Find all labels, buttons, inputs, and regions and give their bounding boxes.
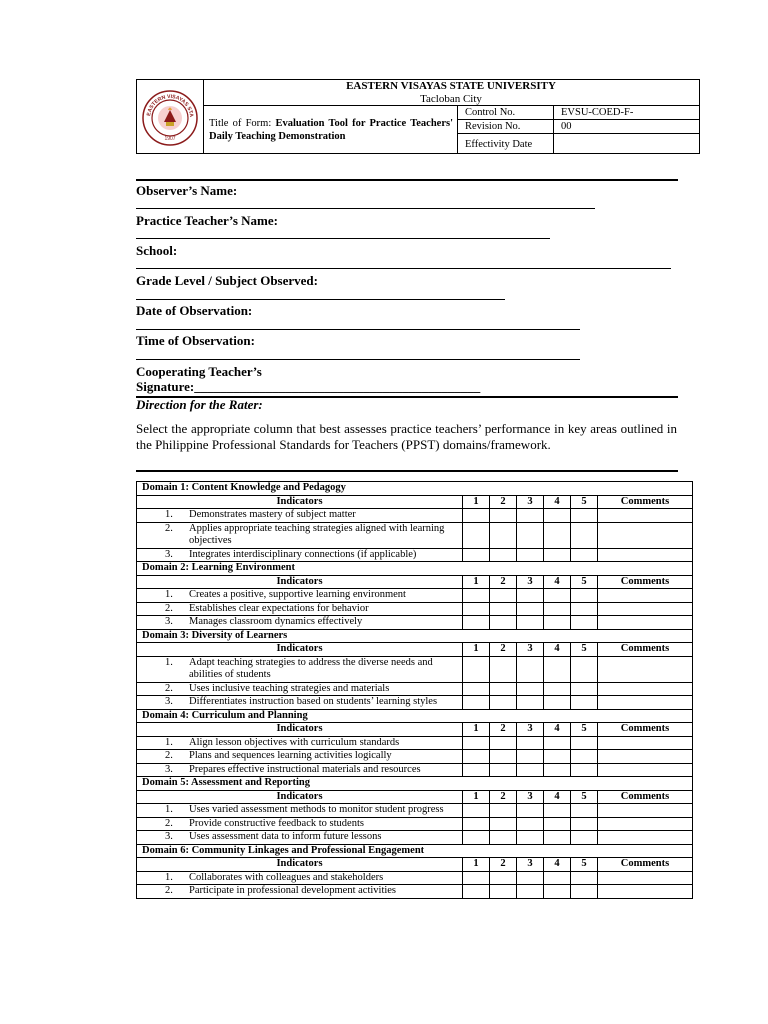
indicator-number: 1.: [165, 804, 173, 815]
observer-name-label: Observer’s Name:: [136, 183, 238, 198]
indicator-cell: [137, 831, 463, 845]
rating-cell-3[interactable]: [517, 602, 544, 616]
indicator-row: [137, 656, 693, 682]
indicator-text: Provide constructive feedback to students: [189, 817, 364, 829]
indicators-header: Indicators: [137, 643, 463, 657]
rating-cell-5[interactable]: [571, 548, 598, 562]
indicator-row: [137, 602, 693, 616]
rating-cell-2[interactable]: [490, 817, 517, 831]
rating-cell-5[interactable]: [571, 696, 598, 710]
rating-cell-2[interactable]: [490, 804, 517, 818]
indicator-text: Integrates interdisciplinary connections (if applicable): [189, 548, 417, 560]
indicator-number: 3.: [165, 763, 173, 775]
indicator-cell: [137, 763, 463, 777]
rating-cell-1[interactable]: [463, 522, 490, 548]
date-of-observation-label: Date of Observation:: [136, 303, 253, 318]
cooperating-teacher-label: Cooperating Teacher’s: [136, 364, 262, 379]
scale-header-2: 2: [490, 643, 517, 657]
rating-cell-2[interactable]: [490, 682, 517, 696]
time-of-observation-label: Time of Observation:: [136, 333, 255, 348]
indicator-text: Uses assessment data to inform future lessons: [189, 831, 382, 842]
rating-cell-4[interactable]: [544, 548, 571, 562]
rating-cell-2[interactable]: [490, 696, 517, 710]
comments-cell[interactable]: [598, 817, 693, 831]
rating-cell-1[interactable]: [463, 682, 490, 696]
indicator-header-row: [137, 495, 693, 509]
domain-title: Domain 2: Learning Environment: [137, 562, 693, 576]
scale-header-2: 2: [490, 723, 517, 737]
scale-header-5: 5: [571, 495, 598, 509]
rating-cell-1[interactable]: [463, 804, 490, 818]
indicators-header: Indicators: [137, 790, 463, 804]
school-label: School:: [136, 243, 178, 258]
rating-cell-4[interactable]: [544, 763, 571, 777]
rating-cell-5[interactable]: [571, 509, 598, 523]
scale-header-1: 1: [463, 858, 490, 872]
domain-row: [137, 844, 693, 858]
control-no-label: Control No.: [458, 106, 554, 120]
domain-row: [137, 562, 693, 576]
comments-cell[interactable]: [598, 509, 693, 523]
scale-header-5: 5: [571, 858, 598, 872]
scale-header-1: 1: [463, 643, 490, 657]
indicator-cell: [137, 616, 463, 630]
rating-cell-3[interactable]: [517, 804, 544, 818]
rating-cell-4[interactable]: [544, 817, 571, 831]
indicator-number: 2.: [165, 602, 173, 614]
rating-cell-5[interactable]: [571, 817, 598, 831]
control-no-value: EVSU-COED-F-: [554, 106, 700, 120]
comments-header: Comments: [598, 495, 693, 509]
indicator-text: Establishes clear expectations for behavior: [189, 602, 369, 614]
indicator-header-row: [137, 790, 693, 804]
indicator-number: 3.: [165, 548, 173, 560]
rating-cell-2[interactable]: [490, 871, 517, 885]
domain-row: [137, 709, 693, 723]
rating-cell-5[interactable]: [571, 616, 598, 630]
comments-header: Comments: [598, 858, 693, 872]
rating-cell-1[interactable]: [463, 871, 490, 885]
scale-header-3: 3: [517, 575, 544, 589]
grade-level-line[interactable]: [136, 299, 505, 300]
rating-cell-5[interactable]: [571, 656, 598, 682]
indicator-text: Collaborates with colleagues and stakeholders: [189, 871, 384, 883]
svg-text:EASTERN VISAYAS STATE UNIVERSI: EASTERN VISAYAS STA: [146, 93, 195, 118]
indicator-header-row: [137, 858, 693, 872]
rating-cell-5[interactable]: [571, 736, 598, 750]
rating-cell-2[interactable]: [490, 656, 517, 682]
effectivity-date-value: [554, 134, 700, 154]
divider-top: [136, 179, 678, 181]
evaluation-table: [136, 481, 693, 899]
rating-cell-5[interactable]: [571, 763, 598, 777]
indicator-text: Creates a positive, supportive learning environment: [189, 589, 406, 600]
rating-cell-3[interactable]: [517, 750, 544, 764]
scale-header-1: 1: [463, 495, 490, 509]
domain-row: [137, 777, 693, 791]
rating-cell-2[interactable]: [490, 763, 517, 777]
domain-title: Domain 6: Community Linkages and Professional Engagement: [137, 844, 693, 858]
revision-no-label: Revision No.: [458, 120, 554, 134]
indicator-cell: [137, 871, 463, 885]
effectivity-date-label: Effectivity Date: [458, 134, 554, 154]
scale-header-3: 3: [517, 723, 544, 737]
rating-cell-4[interactable]: [544, 589, 571, 603]
rating-cell-1[interactable]: [463, 750, 490, 764]
comments-cell[interactable]: [598, 763, 693, 777]
scale-header-2: 2: [490, 790, 517, 804]
indicators-header: Indicators: [137, 575, 463, 589]
indicators-header: Indicators: [137, 723, 463, 737]
rating-cell-3[interactable]: [517, 736, 544, 750]
rating-cell-4[interactable]: [544, 682, 571, 696]
comments-cell[interactable]: [598, 548, 693, 562]
indicator-row: [137, 763, 693, 777]
scale-header-4: 4: [544, 790, 571, 804]
practice-teacher-name-label: Practice Teacher’s Name:: [136, 213, 278, 228]
rating-cell-3[interactable]: [517, 831, 544, 845]
indicator-number: 1.: [165, 871, 173, 883]
direction-heading: Direction for the Rater:: [136, 397, 263, 412]
comments-header: Comments: [598, 575, 693, 589]
comments-header: Comments: [598, 643, 693, 657]
rating-cell-4[interactable]: [544, 804, 571, 818]
practice-teacher-name-line[interactable]: [136, 238, 550, 239]
indicator-text: Prepares effective instructional materials and resources: [189, 763, 421, 775]
date-of-observation-line[interactable]: [136, 329, 580, 330]
rating-cell-1[interactable]: [463, 548, 490, 562]
indicator-text: Demonstrates mastery of subject matter: [189, 509, 356, 520]
scale-header-4: 4: [544, 723, 571, 737]
scale-header-4: 4: [544, 575, 571, 589]
domain-row: [137, 629, 693, 643]
rating-cell-4[interactable]: [544, 696, 571, 710]
indicator-cell: [137, 509, 463, 523]
indicator-header-row: [137, 723, 693, 737]
rating-cell-1[interactable]: [463, 885, 490, 899]
rating-cell-4[interactable]: [544, 750, 571, 764]
observer-name-line[interactable]: [136, 208, 595, 209]
rating-cell-1[interactable]: [463, 696, 490, 710]
university-name: EASTERN VISAYAS STATE UNIVERSITY: [346, 80, 556, 92]
indicator-cell: [137, 602, 463, 616]
rating-cell-5[interactable]: [571, 831, 598, 845]
scale-header-1: 1: [463, 575, 490, 589]
university-city: Tacloban City: [420, 93, 482, 105]
rating-cell-4[interactable]: [544, 656, 571, 682]
indicator-row: [137, 831, 693, 845]
rating-cell-1[interactable]: [463, 831, 490, 845]
indicator-cell: [137, 736, 463, 750]
form-title-name: Evaluation Tool for Practice Teachers' Daily Teaching Demonstration: [209, 118, 453, 142]
comments-header: Comments: [598, 723, 693, 737]
rating-cell-2[interactable]: [490, 522, 517, 548]
svg-text:1907: 1907: [164, 136, 176, 142]
indicator-text: Uses varied assessment methods to monitor student progress: [189, 804, 444, 815]
indicator-cell: [137, 682, 463, 696]
comments-cell[interactable]: [598, 602, 693, 616]
form-title-cell: [203, 105, 457, 154]
comments-cell[interactable]: [598, 589, 693, 603]
indicator-row: [137, 885, 693, 899]
rating-cell-3[interactable]: [517, 522, 544, 548]
time-of-observation-line[interactable]: [136, 359, 580, 360]
rating-cell-2[interactable]: [490, 548, 517, 562]
rating-cell-5[interactable]: [571, 885, 598, 899]
rating-cell-2[interactable]: [490, 589, 517, 603]
rating-cell-5[interactable]: [571, 750, 598, 764]
scale-header-5: 5: [571, 723, 598, 737]
rating-cell-3[interactable]: [517, 616, 544, 630]
scale-header-3: 3: [517, 643, 544, 657]
indicator-cell: [137, 656, 463, 682]
comments-cell[interactable]: [598, 871, 693, 885]
indicator-row: [137, 589, 693, 603]
rating-cell-2[interactable]: [490, 885, 517, 899]
comments-cell[interactable]: [598, 804, 693, 818]
rating-cell-2[interactable]: [490, 602, 517, 616]
rating-cell-3[interactable]: [517, 696, 544, 710]
indicator-row: [137, 696, 693, 710]
indicator-cell: [137, 750, 463, 764]
rating-cell-3[interactable]: [517, 656, 544, 682]
indicator-cell: [137, 696, 463, 710]
scale-header-3: 3: [517, 790, 544, 804]
indicator-text: Differentiates instruction based on students’ learning styles: [189, 696, 438, 707]
scale-header-5: 5: [571, 643, 598, 657]
domain-title: Domain 5: Assessment and Reporting: [137, 777, 693, 791]
indicator-text: Participate in professional development activities: [189, 885, 397, 896]
indicator-cell: [137, 589, 463, 603]
rating-cell-1[interactable]: [463, 763, 490, 777]
indicator-row: [137, 736, 693, 750]
university-seal-icon: [142, 90, 198, 146]
rating-cell-3[interactable]: [517, 589, 544, 603]
indicator-text: Manages classroom dynamics effectively: [189, 616, 363, 627]
indicator-cell: [137, 804, 463, 818]
indicator-row: [137, 804, 693, 818]
rating-cell-1[interactable]: [463, 589, 490, 603]
rating-cell-5[interactable]: [571, 804, 598, 818]
indicator-number: 3.: [165, 696, 173, 707]
rating-cell-3[interactable]: [517, 763, 544, 777]
rating-cell-5[interactable]: [571, 871, 598, 885]
rating-cell-4[interactable]: [544, 602, 571, 616]
form-header: [136, 79, 700, 154]
comments-cell[interactable]: [598, 831, 693, 845]
rating-cell-4[interactable]: [544, 885, 571, 899]
rating-cell-3[interactable]: [517, 509, 544, 523]
indicator-number: 2.: [165, 885, 173, 896]
logo-cell: [137, 80, 204, 153]
indicator-text: Align lesson objectives with curriculum standards: [189, 736, 400, 748]
domain-title: Domain 1: Content Knowledge and Pedagogy: [137, 482, 693, 496]
rating-cell-4[interactable]: [544, 831, 571, 845]
rating-cell-1[interactable]: [463, 602, 490, 616]
indicator-row: [137, 548, 693, 562]
form-title: [209, 117, 453, 143]
rating-cell-4[interactable]: [544, 871, 571, 885]
indicator-number: 2.: [165, 522, 173, 534]
indicator-text: Uses inclusive teaching strategies and materials: [189, 682, 390, 694]
rating-cell-3[interactable]: [517, 871, 544, 885]
scale-header-4: 4: [544, 643, 571, 657]
rating-cell-2[interactable]: [490, 509, 517, 523]
indicator-number: 1.: [165, 509, 173, 520]
indicator-row: [137, 522, 693, 548]
comments-cell[interactable]: [598, 736, 693, 750]
rating-cell-4[interactable]: [544, 616, 571, 630]
indicator-text: Adapt teaching strategies to address the diverse needs and abilities of students: [189, 656, 433, 680]
scale-header-1: 1: [463, 723, 490, 737]
rating-cell-1[interactable]: [463, 616, 490, 630]
comments-cell[interactable]: [598, 696, 693, 710]
rating-cell-4[interactable]: [544, 736, 571, 750]
rating-cell-1[interactable]: [463, 736, 490, 750]
domain-title: Domain 4: Curriculum and Planning: [137, 709, 693, 723]
rating-cell-4[interactable]: [544, 522, 571, 548]
school-line[interactable]: [136, 268, 671, 269]
form-title-prefix: Title of Form:: [209, 118, 276, 129]
comments-cell[interactable]: [598, 656, 693, 682]
rating-cell-2[interactable]: [490, 736, 517, 750]
comments-cell[interactable]: [598, 616, 693, 630]
indicator-row: [137, 616, 693, 630]
comments-cell[interactable]: [598, 750, 693, 764]
indicator-text: Plans and sequences learning activities logically: [189, 750, 392, 761]
indicator-cell: [137, 885, 463, 899]
indicator-number: 3.: [165, 831, 173, 842]
indicators-header: Indicators: [137, 858, 463, 872]
rating-cell-1[interactable]: [463, 509, 490, 523]
rating-cell-5[interactable]: [571, 682, 598, 696]
indicator-cell: [137, 817, 463, 831]
scale-header-2: 2: [490, 495, 517, 509]
rating-cell-3[interactable]: [517, 817, 544, 831]
rating-cell-2[interactable]: [490, 831, 517, 845]
rating-cell-3[interactable]: [517, 548, 544, 562]
indicator-cell: [137, 522, 463, 548]
indicator-row: [137, 750, 693, 764]
rating-cell-1[interactable]: [463, 817, 490, 831]
grade-level-label: Grade Level / Subject Observed:: [136, 273, 318, 288]
revision-no-value: 00: [554, 120, 700, 134]
indicator-number: 1.: [165, 589, 173, 600]
comments-header: Comments: [598, 790, 693, 804]
domain-title: Domain 3: Diversity of Learners: [137, 629, 693, 643]
scale-header-3: 3: [517, 495, 544, 509]
indicator-cell: [137, 548, 463, 562]
rating-cell-2[interactable]: [490, 616, 517, 630]
scale-header-5: 5: [571, 790, 598, 804]
scale-header-2: 2: [490, 575, 517, 589]
rating-cell-3[interactable]: [517, 682, 544, 696]
indicator-number: 2.: [165, 817, 173, 829]
rating-cell-4[interactable]: [544, 509, 571, 523]
indicator-text: Applies appropriate teaching strategies aligned with learning objectives: [189, 522, 445, 546]
domain-row: [137, 482, 693, 496]
cooperating-teacher-signature-line[interactable]: Signature:____________________________________________: [136, 379, 481, 394]
divider-direction: [136, 470, 678, 472]
rating-cell-3[interactable]: [517, 885, 544, 899]
scale-header-5: 5: [571, 575, 598, 589]
rating-cell-5[interactable]: [571, 522, 598, 548]
scale-header-3: 3: [517, 858, 544, 872]
comments-cell[interactable]: [598, 682, 693, 696]
comments-cell[interactable]: [598, 885, 693, 899]
form-meta: [457, 105, 700, 154]
indicator-row: [137, 871, 693, 885]
indicator-number: 3.: [165, 616, 173, 627]
rating-cell-5[interactable]: [571, 589, 598, 603]
rating-cell-1[interactable]: [463, 656, 490, 682]
rating-cell-2[interactable]: [490, 750, 517, 764]
rating-cell-5[interactable]: [571, 602, 598, 616]
comments-cell[interactable]: [598, 522, 693, 548]
indicator-number: 2.: [165, 750, 173, 761]
indicator-header-row: [137, 643, 693, 657]
indicator-row: [137, 817, 693, 831]
indicator-row: [137, 682, 693, 696]
indicators-header: Indicators: [137, 495, 463, 509]
indicator-number: 2.: [165, 682, 173, 694]
scale-header-1: 1: [463, 790, 490, 804]
scale-header-4: 4: [544, 495, 571, 509]
scale-header-2: 2: [490, 858, 517, 872]
indicator-number: 1.: [165, 656, 173, 668]
scale-header-4: 4: [544, 858, 571, 872]
indicator-number: 1.: [165, 736, 173, 748]
indicator-header-row: [137, 575, 693, 589]
direction-text: Select the appropriate column that best assesses practice teachers’ performance in key areas outlined in the Philippine Professional Standards for Teachers (PPST) domains/framework.: [136, 421, 677, 452]
indicator-row: [137, 509, 693, 523]
